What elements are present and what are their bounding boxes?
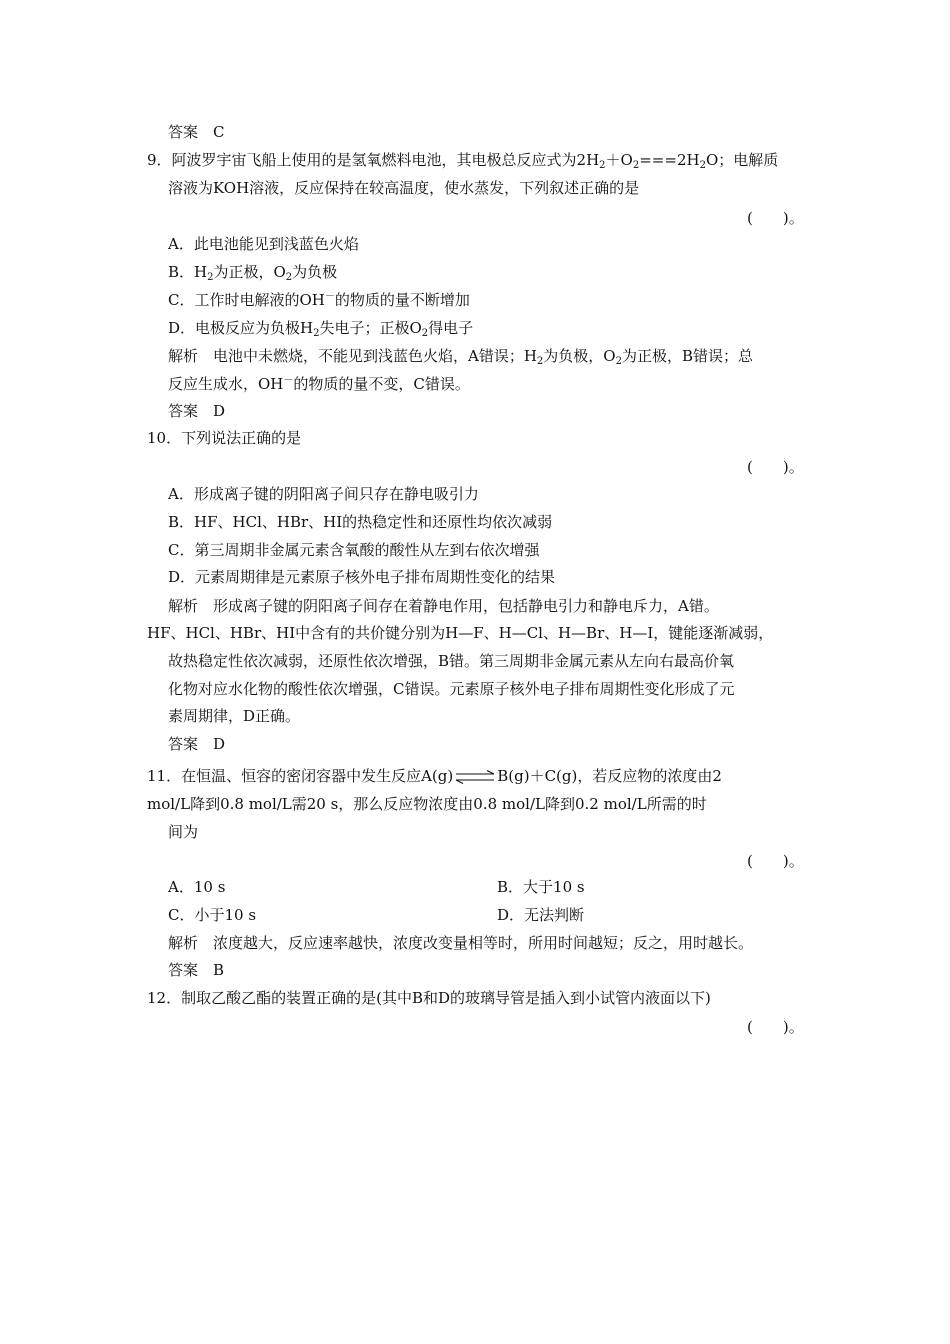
q10-option-d: D．元素周期律是元素原子核外电子排布周期性变化的结果 [168, 568, 556, 586]
reversible-arrow-icon [454, 770, 496, 784]
q10-answer: 答案 D [168, 735, 226, 753]
q11-stem-line-2: mol/L降到0.8 mol/L需20 s，那么反应物浓度由0.8 mol/L降到0.2 mol/L所需的时 [147, 795, 707, 813]
q10-stem: 10．下列说法正确的是 [147, 429, 302, 447]
q11-option-d: D．无法判断 [497, 906, 585, 924]
q10-analysis-line-5: 素周期律，D正确。 [168, 707, 301, 725]
q10-option-c: C．第三周期非金属元素含氧酸的酸性从左到右依次增强 [168, 541, 540, 559]
q9-option-a: A．此电池能见到浅蓝色火焰 [168, 235, 359, 253]
q9-option-c: C．工作时电解液的OH－的物质的量不断增加 [168, 291, 470, 309]
q10-analysis-line-4: 化物对应水化物的酸性依次增强，C错误。元素原子核外电子排布周期性变化形成了元 [168, 680, 735, 698]
q10-option-b: B．HF、HCl、HBr、HI的热稳定性和还原性均依次减弱 [168, 513, 553, 531]
q9-answer-blank: ( )。 [747, 209, 804, 227]
q10-option-a: A．形成离子键的阴阳离子间只存在静电吸引力 [168, 485, 479, 503]
q9-option-d: D．电极反应为负极$H_2$失电子；正极$O_2$得电子 [168, 319, 474, 339]
q10-analysis-line-2: HF、HCl、HBr、HI中含有的共价键分别为H—F、H—Cl、H—Br、H—I，键能逐渐减弱， [147, 624, 774, 642]
q12-answer-blank: ( )。 [747, 1018, 804, 1036]
q9-option-b: B．$H_2$为正极，$O_2$为负极 [168, 263, 338, 283]
q10-analysis-line-1: 解析 形成离子键的阴阳离子间存在着静电作用，包括静电引力和静电斥力，A错。 [168, 597, 719, 615]
q11-analysis: 解析 浓度越大，反应速率越快，浓度改变量相等时，所用时间越短；反之，用时越长。 [168, 934, 754, 952]
q10-answer-blank: ( )。 [747, 458, 804, 476]
q11-stem-line-1: 11．在恒温、恒容的密闭容器中发生反应A(g) B(g)＋C(g)，若反应物的浓度由2 [147, 767, 722, 785]
q8-answer: 答案 C [168, 123, 225, 141]
q9-answer: 答案 D [168, 402, 226, 420]
q9-analysis-line-2: 反应生成水，OH－的物质的量不变，C错误。 [168, 375, 470, 393]
q11-option-a: A．10 s [168, 878, 226, 896]
q11-answer-blank: ( )。 [747, 852, 804, 870]
q9-stem-line-2: 溶液为KOH溶液，反应保持在较高温度，使水蒸发，下列叙述正确的是 [168, 179, 640, 197]
q10-analysis-line-3: 故热稳定性依次减弱，还原性依次增强，B错。第三周期非金属元素从左向右最高价氧 [168, 652, 735, 670]
q11-answer: 答案 B [168, 961, 225, 979]
q9-stem-line-1: 9．阿波罗宇宙飞船上使用的是氢氧燃料电池，其电极总反应式为$2H_2+O_2===2H_2O$；电解质 [147, 151, 779, 171]
q11-stem-line-3: 间为 [168, 823, 199, 841]
q12-stem: 12．制取乙酸乙酯的装置正确的是(其中B和D的玻璃导管是插入到小试管内液面以下) [147, 989, 711, 1007]
q11-option-b: B．大于10 s [497, 878, 585, 896]
q11-option-c: C．小于10 s [168, 906, 257, 924]
q9-analysis-line-1: 解析 电池中未燃烧，不能见到浅蓝色火焰，A错误；$H_2$为负极，$O_2$为正极，B错误；总 [168, 347, 754, 367]
